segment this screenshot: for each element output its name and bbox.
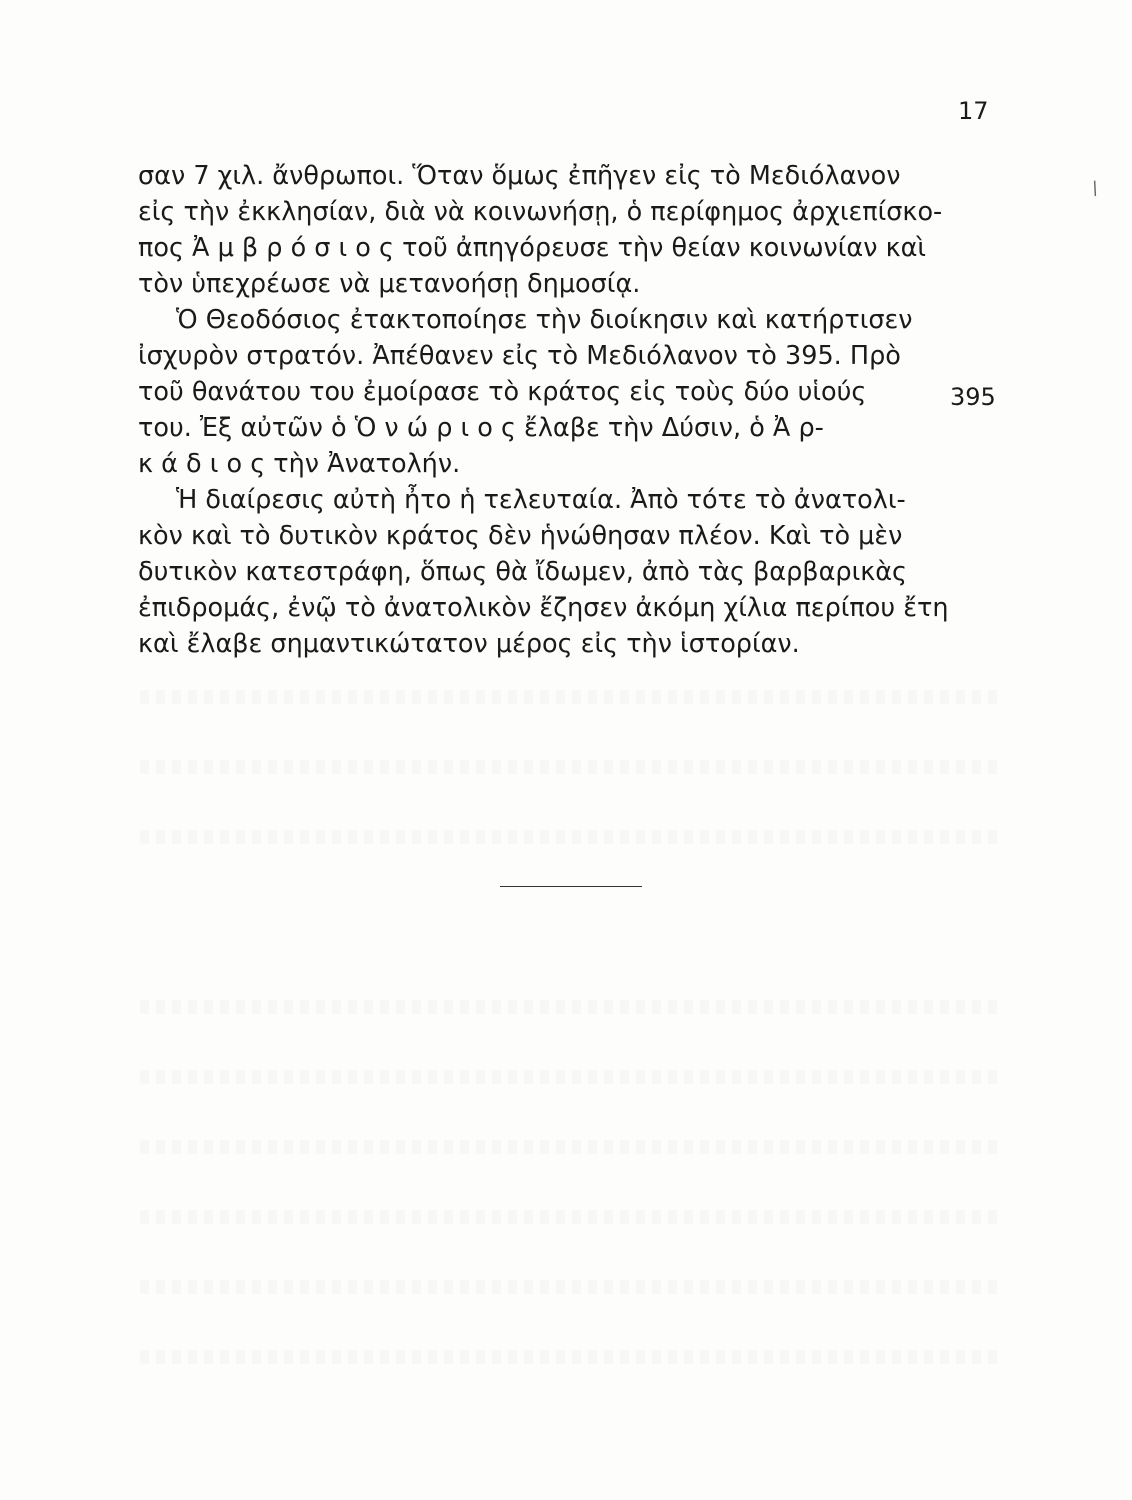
text-line: τοῦ θανάτου του ἐμοίρασε τὸ κράτος εἰς τοὺς δύο υἱούς (138, 377, 867, 407)
paragraph-3 (138, 482, 998, 662)
show-through-texture (140, 1210, 1000, 1224)
text-line: εἰς τὴν ἐκκλησίαν, διὰ νὰ κοινωνήσῃ, ὁ περίφημος ἀρχιεπίσκο- (138, 197, 943, 227)
text-line: πος Ἀ μ β ρ ό σ ι ο ς τοῦ ἀπηγόρευσε τὴν θείαν κοινωνίαν καὶ (138, 233, 927, 263)
page-number: 17 (958, 97, 989, 125)
text-line: σαν 7 χιλ. ἄνθρωποι. Ὅταν ὅμως ἐπῆγεν εἰς τὸ Μεδιόλανον (138, 161, 901, 191)
show-through-texture (140, 1000, 1000, 1014)
text-line: κὸν καὶ τὸ δυτικὸν κράτος δὲν ἡνώθησαν πλέον. Καὶ τὸ μὲν (138, 521, 903, 551)
section-divider-rule (500, 886, 642, 887)
show-through-texture (140, 690, 1000, 704)
text-line: του. Ἐξ αὐτῶν ὁ Ὁ ν ώ ρ ι ο ς ἔλαβε τὴν Δύσιν, ὁ Ἀ ρ- (138, 413, 824, 443)
show-through-texture (140, 760, 1000, 774)
paragraph-1 (138, 158, 998, 302)
text-line: κ ά δ ι ο ς τὴν Ἀνατολήν. (138, 449, 461, 479)
text-line: Ἡ διαίρεσις αὐτὴ ἦτο ἡ τελευταία. Ἀπὸ τότε τὸ ἀνατολι- (176, 485, 906, 515)
margin-year-note: 395 (950, 383, 996, 411)
show-through-texture (140, 1070, 1000, 1084)
show-through-texture (140, 1140, 1000, 1154)
paragraph-2 (138, 302, 998, 482)
stray-pencil-mark: / (1088, 177, 1102, 200)
show-through-texture (140, 830, 1000, 844)
show-through-texture (140, 1280, 1000, 1294)
show-through-texture (140, 1350, 1000, 1364)
text-line: ἰσχυρὸν στρατόν. Ἀπέθανεν εἰς τὸ Μεδιόλανον τὸ 395. Πρὸ (138, 341, 901, 371)
text-line: ἐπιδρομάς, ἐνῷ τὸ ἀνατολικὸν ἔζησεν ἀκόμη χίλια περίπου ἔτη (138, 593, 949, 623)
body-text (138, 158, 998, 662)
text-line: καὶ ἔλαβε σημαντικώτατον μέρος εἰς τὴν ἱστορίαν. (138, 629, 800, 659)
text-line: δυτικὸν κατεστράφη, ὅπως θὰ ἴδωμεν, ἀπὸ τὰς βαρβαρικὰς (138, 557, 908, 587)
text-line: Ὁ Θεοδόσιος ἐτακτοποίησε τὴν διοίκησιν καὶ κατήρτισεν (176, 305, 913, 335)
text-line: τὸν ὑπεχρέωσε νὰ μετανοήσῃ δημοσίᾳ. (138, 269, 641, 299)
